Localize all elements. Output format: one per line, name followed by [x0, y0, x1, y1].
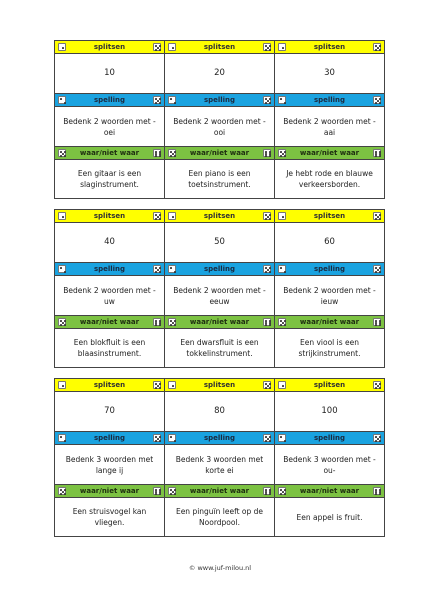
spelling-header: [165, 432, 274, 445]
splitsen-header: [55, 379, 164, 392]
dice-icon: [278, 434, 286, 442]
waar-niet-waar-header: [275, 147, 384, 160]
card-sheet: [54, 209, 385, 368]
dice-icon: [278, 43, 286, 51]
splitsen-header: [55, 210, 164, 223]
splitsen-header: [165, 379, 274, 392]
splitsen-number: 30: [275, 54, 384, 94]
spelling-header-label: spelling: [93, 95, 126, 104]
dice-icon: [58, 96, 66, 104]
dice-icon: [58, 149, 66, 157]
waar-niet-waar-header: [55, 316, 164, 329]
dice-icon: [263, 434, 271, 442]
dice-icon: [278, 212, 286, 220]
splitsen-number: 40: [55, 223, 164, 263]
dice-icon: [373, 318, 381, 326]
waar-niet-waar-header-label: waar/niet waar: [79, 317, 140, 326]
dice-icon: [278, 381, 286, 389]
waar-niet-waar-statement: Een gitaar is een slaginstrument.: [77, 169, 142, 189]
spelling-header-label: spelling: [203, 95, 236, 104]
splitsen-header: [165, 41, 274, 54]
splitsen-header-label: splitsen: [313, 380, 346, 389]
splitsen-header: [55, 41, 164, 54]
waar-niet-waar-header-label: waar/niet waar: [189, 148, 250, 157]
splitsen-header-label: splitsen: [203, 42, 236, 51]
splitsen-number: 20: [165, 54, 274, 94]
spelling-task: Bedenk 2 woorden met -aai: [275, 107, 384, 147]
splitsen-number: 10: [55, 54, 164, 94]
dice-icon: [168, 381, 176, 389]
dice-icon: [168, 212, 176, 220]
dice-icon: [58, 381, 66, 389]
spelling-task: Bedenk 2 woorden met -uw: [55, 276, 164, 316]
dice-icon: [168, 434, 176, 442]
waar-niet-waar-header-label: waar/niet waar: [79, 148, 140, 157]
dice-icon: [263, 318, 271, 326]
dice-icon: [168, 265, 176, 273]
dice-icon: [373, 487, 381, 495]
dice-icon: [373, 96, 381, 104]
dice-icon: [153, 212, 161, 220]
waar-niet-waar-header: [165, 316, 274, 329]
dice-icon: [263, 265, 271, 273]
spelling-task: Bedenk 3 woorden met korte ei: [165, 445, 274, 485]
dice-icon: [58, 212, 66, 220]
dice-icon: [153, 434, 161, 442]
waar-niet-waar-header-label: waar/niet waar: [79, 486, 140, 495]
splitsen-header-label: splitsen: [313, 42, 346, 51]
dice-icon: [168, 318, 176, 326]
dice-icon: [278, 96, 286, 104]
spelling-header-label: spelling: [313, 264, 346, 273]
spelling-header-label: spelling: [313, 433, 346, 442]
splitsen-header-label: splitsen: [313, 211, 346, 220]
spelling-header-label: spelling: [93, 264, 126, 273]
splitsen-header: [165, 210, 274, 223]
splitsen-header-label: splitsen: [93, 211, 126, 220]
dice-icon: [153, 487, 161, 495]
dice-icon: [263, 149, 271, 157]
spelling-header: [165, 263, 274, 276]
dice-icon: [263, 96, 271, 104]
waar-niet-waar-header: [165, 147, 274, 160]
splitsen-number: 80: [165, 392, 274, 432]
dice-icon: [263, 212, 271, 220]
waar-niet-waar-statement: Een blokfluit is een blaasinstrument.: [73, 338, 146, 358]
waar-niet-waar-statement: Een pinguïn leeft op de Noordpool.: [175, 507, 264, 527]
waar-niet-waar-header-label: waar/niet waar: [189, 317, 250, 326]
dice-icon: [278, 265, 286, 273]
task-card: [275, 41, 384, 198]
dice-icon: [168, 149, 176, 157]
dice-icon: [58, 43, 66, 51]
spelling-header: [55, 263, 164, 276]
splitsen-header: [275, 41, 384, 54]
splitsen-number: 100: [275, 392, 384, 432]
dice-icon: [263, 43, 271, 51]
spelling-task: Bedenk 3 woorden met -ou-: [275, 445, 384, 485]
task-card: [275, 210, 384, 367]
task-card: [55, 379, 164, 536]
spelling-header: [55, 94, 164, 107]
waar-niet-waar-header-label: waar/niet waar: [299, 317, 360, 326]
waar-niet-waar-header: [275, 316, 384, 329]
dice-icon: [153, 149, 161, 157]
splitsen-header: [275, 210, 384, 223]
waar-niet-waar-header-label: waar/niet waar: [299, 486, 360, 495]
spelling-task: Bedenk 2 woorden met -ieuw: [275, 276, 384, 316]
spelling-header: [275, 94, 384, 107]
splitsen-header: [275, 379, 384, 392]
task-card: [55, 41, 164, 198]
dice-icon: [153, 43, 161, 51]
splitsen-header-label: splitsen: [203, 211, 236, 220]
spelling-task: Bedenk 2 woorden met -ooi: [165, 107, 274, 147]
spelling-header: [275, 263, 384, 276]
dice-icon: [263, 381, 271, 389]
dice-icon: [373, 43, 381, 51]
task-card: [275, 379, 384, 536]
spelling-header: [55, 432, 164, 445]
waar-niet-waar-statement: Een struisvogel kan vliegen.: [72, 507, 147, 527]
spelling-header-label: spelling: [313, 95, 346, 104]
dice-icon: [278, 149, 286, 157]
dice-icon: [153, 381, 161, 389]
spelling-task: Bedenk 2 woorden met -oei: [55, 107, 164, 147]
waar-niet-waar-statement: Een piano is een toetsinstrument.: [188, 169, 251, 189]
dice-icon: [278, 487, 286, 495]
dice-icon: [153, 265, 161, 273]
dice-icon: [278, 318, 286, 326]
dice-icon: [373, 381, 381, 389]
waar-niet-waar-header: [55, 485, 164, 498]
waar-niet-waar-statement: Een dwarsfluit is een tokkelinstrument.: [180, 338, 259, 358]
dice-icon: [168, 43, 176, 51]
task-card: [55, 210, 164, 367]
spelling-task: Bedenk 2 woorden met -eeuw: [165, 276, 274, 316]
dice-icon: [153, 96, 161, 104]
spelling-header-label: spelling: [203, 264, 236, 273]
card-sheet: [54, 40, 385, 199]
dice-icon: [373, 149, 381, 157]
dice-icon: [58, 487, 66, 495]
dice-icon: [373, 434, 381, 442]
splitsen-number: 70: [55, 392, 164, 432]
splitsen-number: 60: [275, 223, 384, 263]
spelling-header-label: spelling: [203, 433, 236, 442]
spelling-task: Bedenk 3 woorden met lange ij: [55, 445, 164, 485]
dice-icon: [153, 318, 161, 326]
dice-icon: [58, 265, 66, 273]
dice-icon: [263, 487, 271, 495]
task-card: [165, 379, 274, 536]
waar-niet-waar-header: [55, 147, 164, 160]
waar-niet-waar-statement: Een appel is fruit.: [296, 512, 363, 522]
splitsen-header-label: splitsen: [93, 42, 126, 51]
splitsen-number: 50: [165, 223, 274, 263]
spelling-header: [275, 432, 384, 445]
dice-icon: [58, 434, 66, 442]
task-card: [165, 210, 274, 367]
dice-icon: [168, 487, 176, 495]
task-card: [165, 41, 274, 198]
splitsen-header-label: splitsen: [93, 380, 126, 389]
footer-copyright: © www.juf-milou.nl: [188, 564, 252, 572]
card-sheet: [54, 378, 385, 537]
dice-icon: [168, 96, 176, 104]
waar-niet-waar-statement: Je hebt rode en blauwe verkeersborden.: [286, 169, 373, 189]
splitsen-header-label: splitsen: [203, 380, 236, 389]
dice-icon: [373, 265, 381, 273]
waar-niet-waar-statement: Een viool is een strijkinstrument.: [298, 338, 361, 358]
dice-icon: [373, 212, 381, 220]
spelling-header: [165, 94, 274, 107]
waar-niet-waar-header: [275, 485, 384, 498]
dice-icon: [58, 318, 66, 326]
waar-niet-waar-header-label: waar/niet waar: [189, 486, 250, 495]
waar-niet-waar-header: [165, 485, 274, 498]
waar-niet-waar-header-label: waar/niet waar: [299, 148, 360, 157]
spelling-header-label: spelling: [93, 433, 126, 442]
